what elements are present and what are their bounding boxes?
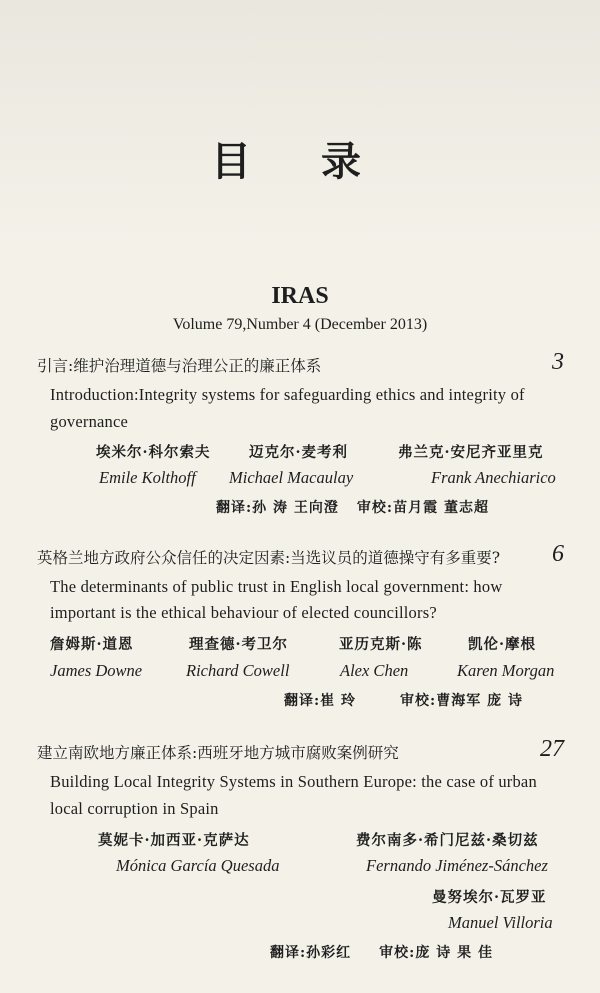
translator-names: 孙 涛 王向澄 bbox=[252, 500, 339, 516]
entry-en-title-line2: important is the ethical behaviour of elected councillors? bbox=[50, 603, 437, 622]
author-en: Frank Anechiarico bbox=[431, 468, 556, 487]
page-title: 目 录 bbox=[211, 138, 389, 185]
translation-credit bbox=[216, 497, 489, 517]
author-zh: 莫妮卡·加西亚·克萨达 bbox=[98, 832, 250, 849]
journal-name: IRAS bbox=[271, 283, 329, 309]
author-zh: 凯伦·摩根 bbox=[468, 636, 537, 653]
issue-info: Volume 79,Number 4 (December 2013) bbox=[172, 316, 428, 333]
translator-names: 崔 玲 bbox=[320, 693, 357, 709]
author-en: Richard Cowell bbox=[186, 661, 290, 680]
translator-label: 翻译: bbox=[216, 500, 253, 516]
translator-label: 翻译: bbox=[270, 945, 307, 961]
entry-zh-title: 引言:维护治理道德与治理公正的廉正体系 bbox=[37, 357, 322, 375]
author-zh: 迈克尔·麦考利 bbox=[249, 444, 349, 461]
reviewer-names: 曹海军 庞 诗 bbox=[436, 693, 523, 709]
entry-page-number: 27 bbox=[540, 736, 564, 762]
author-en: Manuel Villoria bbox=[448, 913, 553, 932]
entry-zh-title: 英格兰地方政府公众信任的决定因素:当选议员的道德操守有多重要? bbox=[37, 549, 501, 567]
entry-en-title-line1: Introduction:Integrity systems for safeguarding ethics and integrity of bbox=[50, 385, 525, 404]
reviewer-names: 苗月霞 董志超 bbox=[393, 500, 489, 516]
translation-credit bbox=[284, 690, 523, 710]
author-zh: 詹姆斯·道恩 bbox=[50, 636, 134, 653]
reviewer-label: 审校: bbox=[400, 693, 437, 709]
author-en: Michael Macaulay bbox=[229, 468, 354, 487]
entry-en-title-line1: Building Local Integrity Systems in Southern Europe: the case of urban bbox=[50, 772, 537, 791]
translation-credit bbox=[270, 942, 493, 962]
author-en: Emile Kolthoff bbox=[99, 468, 196, 487]
reviewer-label: 审校: bbox=[379, 945, 416, 961]
author-en: Mónica García Quesada bbox=[116, 856, 280, 875]
translator-label: 翻译: bbox=[284, 693, 321, 709]
author-en: Alex Chen bbox=[340, 661, 409, 680]
bleed-through-background bbox=[0, 0, 600, 240]
author-en: Fernando Jiménez-Sánchez bbox=[366, 856, 548, 875]
author-zh: 曼努埃尔·瓦罗亚 bbox=[432, 889, 547, 906]
author-zh: 理查德·考卫尔 bbox=[189, 636, 289, 653]
author-zh: 费尔南多·希门尼兹·桑切兹 bbox=[356, 832, 539, 849]
reviewer-names: 庞 诗 果 佳 bbox=[415, 945, 493, 961]
translator-names: 孙彩红 bbox=[306, 945, 352, 961]
entry-en-title-line2: governance bbox=[50, 412, 129, 431]
author-zh: 亚历克斯·陈 bbox=[339, 636, 423, 653]
entry-en-title-line2: local corruption in Spain bbox=[50, 799, 219, 818]
entry-page-number: 3 bbox=[552, 349, 564, 375]
author-zh: 弗兰克·安尼齐亚里克 bbox=[398, 444, 544, 461]
entry-en-title-line1: The determinants of public trust in English local government: how bbox=[50, 577, 503, 596]
reviewer-label: 审校: bbox=[356, 500, 394, 516]
author-zh: 埃米尔·科尔索夫 bbox=[96, 444, 211, 461]
author-en: James Downe bbox=[50, 661, 143, 680]
author-en: Karen Morgan bbox=[457, 661, 555, 680]
entry-page-number: 6 bbox=[552, 541, 564, 567]
entry-zh-title: 建立南欧地方廉正体系:西班牙地方城市腐败案例研究 bbox=[37, 744, 399, 762]
